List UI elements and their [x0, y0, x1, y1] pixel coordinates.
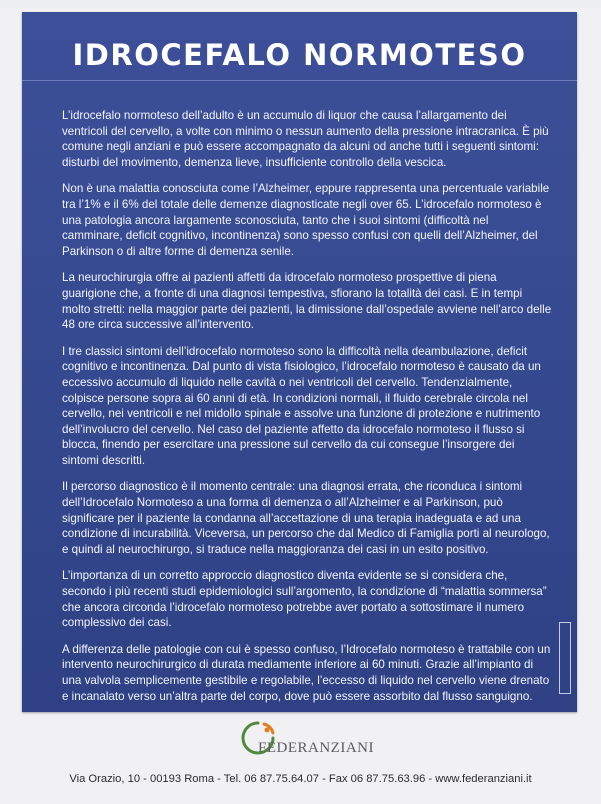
paragraph-4: I tre classici sintomi dell’idrocefalo normoteso sono la difficoltà nella deambulazione, deficit cognitivo e incontinenza. Dal punto di vista fisiologico, l’idrocefalo normoteso è causato da un eccessivo accumulo di liquido nelle cavità o nei ventricoli del cervello. Tendenzialmente, colpisce persone sopra ai 60 anni di età. In condizioni normali, il fluido cerebrale circola nel cervello, nei ventricoli e nel midollo spinale e assolve una funzione di protezione e nutrimento dell’involucro del cervello. Nel caso del paziente affetto da idrocefalo normoteso il flusso si blocca, finendo per esercitare una pressione sul cervello da cui consegue l’insorgere dei sintomi descritti. — [62, 344, 541, 467]
printer-stamp — [559, 622, 571, 694]
title-divider — [22, 80, 577, 81]
page-title: IDROCEFALO NORMOTESO — [72, 38, 527, 72]
article-body — [62, 108, 552, 715]
logo-text: FEDERANZIANI — [258, 740, 374, 756]
footer — [0, 712, 601, 804]
paragraph-6: L’importanza di un corretto approccio diagnostico diventa evidente se si considera che, secondo i più recenti studi epidemiologici sull’argomento, la condizione di “malattia sommersa” che ancora circonda l’idrocefalo normoteso potrebbe aver portato a sottostimare il numero complessivo dei casi. — [62, 569, 547, 630]
page-edge — [0, 0, 601, 8]
paragraph-1: L’idrocefalo normoteso dell’adulto è un accumulo di liquor che causa l’allargamento dei ventricoli del cervello, a volte con minimo o nessun aumento della pressione intracranica. È più comune negli anziani e può essere accompagnato da alcuni od anche tutti i seguenti sintomi: disturbi del movimento, demenza lieve, insufficiente controllo della vescica. — [62, 109, 549, 169]
paragraph-3: La neurochirurgia offre ai pazienti affetti da idrocefalo normoteso prospettive di piena guarigione che, a fronte di una diagnosi tempestiva, sfiorano la totalità dei casi. E in tempi molto stretti: nella maggior parte dei pazienti, la dimissione dall’ospedale avviene nell’arco delle 48 ore circa successive all’intervento. — [62, 271, 552, 332]
paragraph-2: Non è una malattia conosciuta come l’Alzheimer, eppure rappresenta una percentuale variabile tra l’1% e il 6% del totale delle demenze diagnosticate negli over 65. L’idrocefalo normoteso è una patologia ancora largamente sconosciuta, tanto che i suoi sintomi (difficoltà nel camminare, deficit cognitivo, incontinenza) sono spesso confusi con quelli dell’Alzheimer, del Parkinson o di altre forme di demenza senile. — [62, 182, 550, 258]
paragraph-5: Il percorso diagnostico è il momento centrale: una diagnosi errata, che riconduca i sintomi dell’Idrocefalo Normoteso a una forma di demenza o all’Alzheimer e al Parkinson, può significare per il paziente la condanna all’accettazione di una terapia inadeguata e ad una condizione di incurabilità. Viceversa, un percorso che dal Medico di Famiglia porti al neurologo, e quindi al neurochirurgo, si traduce nella maggioranza dei casi in un esito positivo. — [62, 480, 550, 556]
article-panel — [22, 12, 577, 712]
footer-address: Via Orazio, 10 - 00193 Roma - Tel. 06 87.75.64.07 - Fax 06 87.75.63.96 - www.federanziani.it — [69, 773, 532, 785]
federanziani-logo[interactable] — [238, 720, 374, 764]
paragraph-7: A differenza delle patologie con cui è spesso confuso, l’Idrocefalo normoteso è trattabile con un intervento neurochirurgico di durata mediamente inferiore ai 60 minuti. Grazie all’impianto di una valvola semplicemente gestibile e regolabile, l’eccesso di liquido nel cervello viene drenato e incanalato verso un’altra parte del corpo, dove può essere assorbito dal flusso sanguigno. — [62, 642, 551, 703]
